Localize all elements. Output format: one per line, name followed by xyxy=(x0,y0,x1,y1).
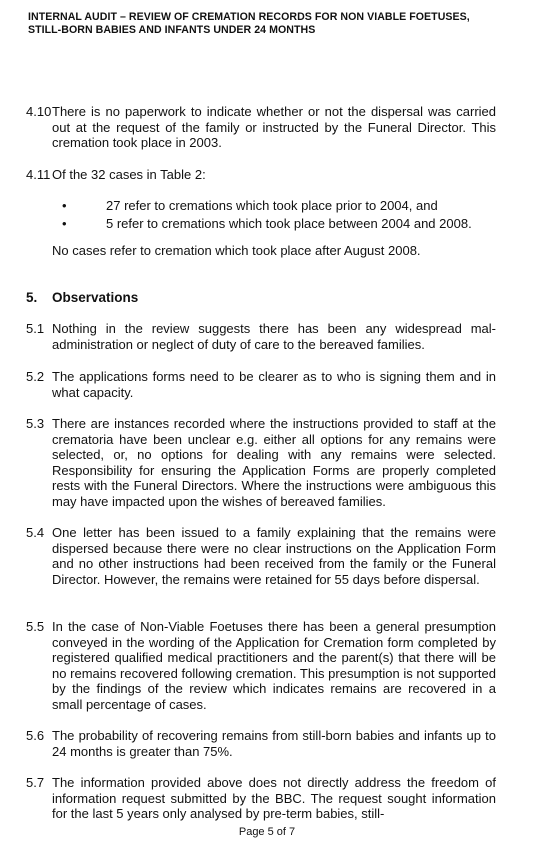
paragraph-number: 5.4 xyxy=(26,525,45,540)
paragraph-5-5 xyxy=(26,619,496,713)
paragraph-number: 5.7 xyxy=(26,775,45,790)
paragraph-text: In the case of Non-Viable Foetuses there has been a general presumption conveyed in the wording of the Application for Cremation form completed by registered qualified medical practitioners and the parent(s) that there will be no remains recovered following cremation. This presumption is not supported by the findings of the review which indicates remains are recovered in a small percentage of cases. xyxy=(52,619,496,712)
header-line-2: STILL-BORN BABIES AND INFANTS UNDER 24 MONTHS xyxy=(28,24,316,36)
paragraph-text: Of the 32 cases in Table 2: xyxy=(52,167,206,182)
section-title: Observations xyxy=(52,290,139,305)
header-line-1: INTERNAL AUDIT – REVIEW OF CREMATION RECORDS FOR NON VIABLE FOETUSES, xyxy=(28,11,470,23)
paragraph-text: The probability of recovering remains from still-born babies and infants up to 24 months is greater than 75%. xyxy=(52,728,496,759)
paragraph-number: 5.1 xyxy=(26,321,45,336)
paragraph-5-2 xyxy=(26,369,496,400)
paragraph-number: 4.10 xyxy=(26,104,52,119)
paragraph-text: Nothing in the review suggests there has been any widespread mal-administration or neglect of duty of care to the bereaved families. xyxy=(52,321,496,352)
bullet-icon: • xyxy=(62,198,67,213)
summary-note: No cases refer to cremation which took place after August 2008. xyxy=(52,243,421,258)
paragraph-5-4 xyxy=(26,525,496,587)
paragraph-4-11 xyxy=(26,167,496,183)
paragraph-5-6 xyxy=(26,728,496,759)
paragraph-5-7 xyxy=(26,775,496,822)
section-number: 5. xyxy=(26,290,38,305)
paragraph-number: 5.5 xyxy=(26,619,45,634)
list-item xyxy=(62,215,502,233)
paragraph-number: 5.2 xyxy=(26,369,45,384)
list-item xyxy=(62,197,502,215)
list-item-text: 27 refer to cremations which took place prior to 2004, and xyxy=(106,198,438,213)
paragraph-text: There are instances recorded where the instructions provided to staff at the crematoria have been unclear e.g. either all options for any remains were selected, or, no options for dealing with any remains were selected. Responsibility for ensuring the Application Forms are properly completed rests with the Funeral Directors. Where the instructions were ambiguous this may have impacted upon the wishes of bereaved families. xyxy=(52,416,496,509)
paragraph-number: 5.6 xyxy=(26,728,45,743)
paragraph-5-1 xyxy=(26,321,496,352)
paragraph-number: 5.3 xyxy=(26,416,45,431)
paragraph-4-10 xyxy=(26,104,496,151)
paragraph-text: One letter has been issued to a family explaining that the remains were dispersed because there were no clear instructions on the Application Form and no other instructions had been received from the family or the Funeral Director. However, the remains were retained for 55 days before dispersal. xyxy=(52,525,496,587)
document-header xyxy=(28,11,518,37)
paragraph-text: The information provided above does not directly address the freedom of information request submitted by the BBC. The request sought information for the last 5 years only analysed by pre-term babies, still- xyxy=(52,775,496,822)
paragraph-text: The applications forms need to be clearer as to who is signing them and in what capacity. xyxy=(52,369,496,400)
bullet-icon: • xyxy=(62,216,67,231)
paragraph-5-3 xyxy=(26,416,496,510)
paragraph-number: 4.11 xyxy=(26,167,51,182)
page-number: Page 5 of 7 xyxy=(238,826,296,838)
paragraph-text: There is no paperwork to indicate whether or not the dispersal was carried out at the request of the family or instructed by the Funeral Director. This cremation took place in 2003. xyxy=(52,104,496,151)
section-heading xyxy=(26,290,138,305)
list-item-text: 5 refer to cremations which took place between 2004 and 2008. xyxy=(106,216,472,231)
bullet-list xyxy=(62,197,502,233)
